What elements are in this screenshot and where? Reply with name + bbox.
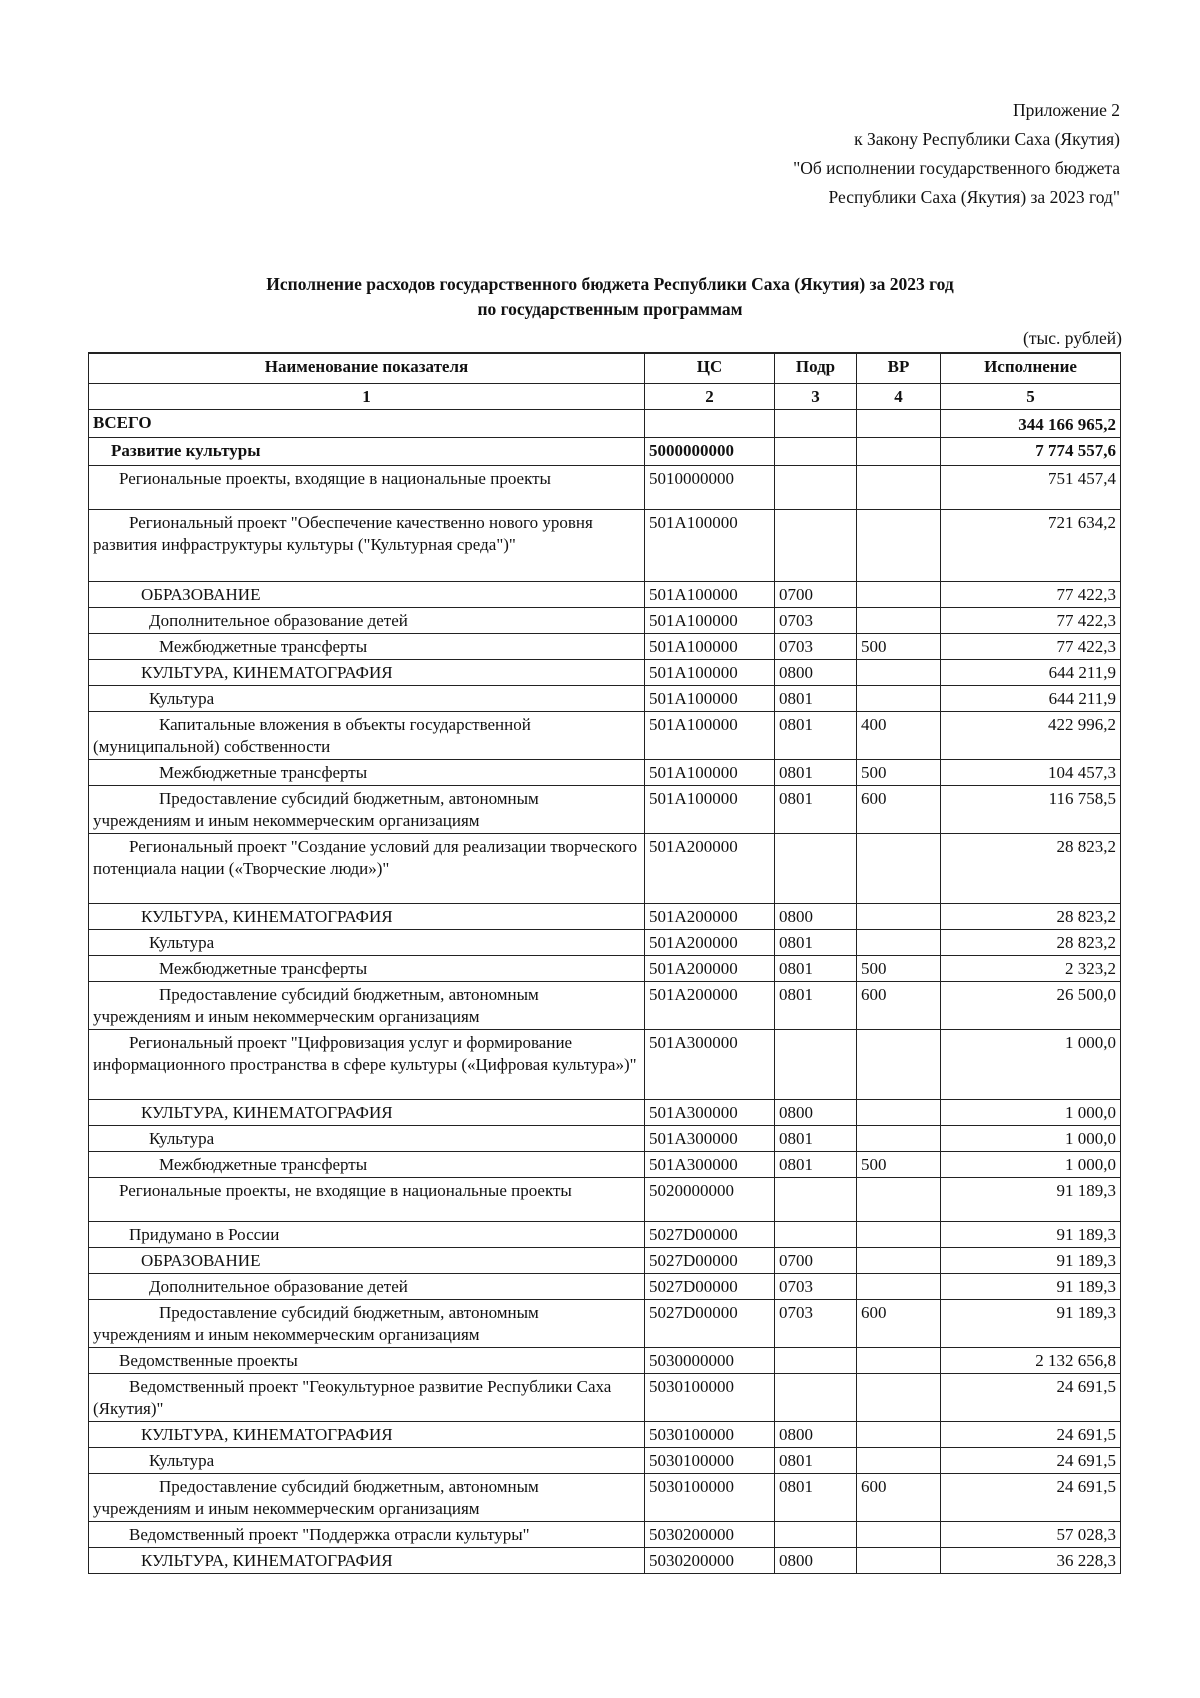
table-row <box>89 686 1121 712</box>
table-row <box>89 1126 1121 1152</box>
row-vr-code: 600 <box>857 982 941 1030</box>
row-podr-code: 0801 <box>775 1152 857 1178</box>
row-name: Предоставление субсидий бюджетным, автономным учреждениям и иным некоммерческим организациям <box>89 786 645 834</box>
row-podr-code: 0801 <box>775 1126 857 1152</box>
row-name: Капитальные вложения в объекты государственной (муниципальной) собственности <box>89 712 645 760</box>
row-cs-code: 501A200000 <box>645 904 775 930</box>
row-cs-code: 5030000000 <box>645 1348 775 1374</box>
row-amount: 644 211,9 <box>941 686 1121 712</box>
header-name: Наименование показателя <box>89 353 645 384</box>
table-row <box>89 712 1121 760</box>
appendix-line-4: Республики Саха (Якутия) за 2023 год" <box>828 187 1120 207</box>
row-amount: 24 691,5 <box>941 1474 1121 1522</box>
row-vr-code: 600 <box>857 1300 941 1348</box>
row-cs-code: 501A100000 <box>645 634 775 660</box>
row-cs-code: 5000000000 <box>645 438 775 466</box>
row-amount: 24 691,5 <box>941 1374 1121 1422</box>
row-amount: 91 189,3 <box>941 1248 1121 1274</box>
row-name: КУЛЬТУРА, КИНЕМАТОГРАФИЯ <box>89 904 645 930</box>
row-name: Межбюджетные трансферты <box>89 634 645 660</box>
row-amount: 91 189,3 <box>941 1222 1121 1248</box>
row-name: КУЛЬТУРА, КИНЕМАТОГРАФИЯ <box>89 1100 645 1126</box>
row-cs-code: 501A100000 <box>645 786 775 834</box>
table-row <box>89 956 1121 982</box>
row-cs-code <box>645 410 775 438</box>
row-cs-code: 501A100000 <box>645 712 775 760</box>
row-amount: 24 691,5 <box>941 1448 1121 1474</box>
appendix-header <box>793 96 1120 212</box>
row-podr-code: 0801 <box>775 1474 857 1522</box>
row-name: Межбюджетные трансферты <box>89 1152 645 1178</box>
row-amount: 28 823,2 <box>941 904 1121 930</box>
row-vr-code <box>857 1548 941 1574</box>
table-body <box>89 410 1121 1574</box>
title-line-1: Исполнение расходов государственного бюджета Республики Саха (Якутия) за 2023 год <box>266 274 954 294</box>
row-amount: 1 000,0 <box>941 1152 1121 1178</box>
row-amount: 644 211,9 <box>941 660 1121 686</box>
row-name: Культура <box>89 686 645 712</box>
row-vr-code: 500 <box>857 760 941 786</box>
budget-table <box>88 352 1121 1574</box>
table-row <box>89 1222 1121 1248</box>
row-podr-code <box>775 1522 857 1548</box>
row-amount: 26 500,0 <box>941 982 1121 1030</box>
table-row <box>89 786 1121 834</box>
row-amount: 721 634,2 <box>941 510 1121 582</box>
row-cs-code: 5030100000 <box>645 1374 775 1422</box>
row-podr-code: 0703 <box>775 1274 857 1300</box>
row-vr-code <box>857 410 941 438</box>
row-podr-code <box>775 1222 857 1248</box>
row-name: Культура <box>89 1448 645 1474</box>
row-cs-code: 5027D00000 <box>645 1274 775 1300</box>
row-podr-code: 0801 <box>775 1448 857 1474</box>
row-podr-code: 0800 <box>775 1548 857 1574</box>
table-row <box>89 510 1121 582</box>
row-podr-code: 0800 <box>775 660 857 686</box>
row-podr-code <box>775 438 857 466</box>
row-amount: 2 323,2 <box>941 956 1121 982</box>
table-row <box>89 1548 1121 1574</box>
row-name: Предоставление субсидий бюджетным, автономным учреждениям и иным некоммерческим организациям <box>89 982 645 1030</box>
column-number-row <box>89 384 1121 410</box>
row-podr-code: 0800 <box>775 1422 857 1448</box>
row-cs-code: 501A100000 <box>645 660 775 686</box>
table-row <box>89 1348 1121 1374</box>
table-row <box>89 1248 1121 1274</box>
row-amount: 28 823,2 <box>941 834 1121 904</box>
col-number-4: 4 <box>857 384 941 410</box>
row-name: Региональный проект "Создание условий для реализации творческого потенциала нации («Творческие люди»)" <box>89 834 645 904</box>
row-vr-code <box>857 1222 941 1248</box>
row-amount: 104 457,3 <box>941 760 1121 786</box>
row-podr-code: 0703 <box>775 608 857 634</box>
col-number-2: 2 <box>645 384 775 410</box>
table-row <box>89 1152 1121 1178</box>
row-podr-code: 0801 <box>775 956 857 982</box>
table-row <box>89 982 1121 1030</box>
row-podr-code: 0801 <box>775 982 857 1030</box>
row-cs-code: 5030200000 <box>645 1548 775 1574</box>
col-number-3: 3 <box>775 384 857 410</box>
row-vr-code <box>857 1274 941 1300</box>
row-cs-code: 5030100000 <box>645 1448 775 1474</box>
header-vr: ВР <box>857 353 941 384</box>
row-vr-code <box>857 438 941 466</box>
table-row <box>89 1300 1121 1348</box>
row-podr-code: 0800 <box>775 904 857 930</box>
row-cs-code: 5027D00000 <box>645 1222 775 1248</box>
row-amount: 91 189,3 <box>941 1178 1121 1222</box>
row-amount: 77 422,3 <box>941 634 1121 660</box>
row-name: Культура <box>89 1126 645 1152</box>
row-cs-code: 501A200000 <box>645 982 775 1030</box>
row-amount: 1 000,0 <box>941 1030 1121 1100</box>
row-name: Региональные проекты, не входящие в национальные проекты <box>89 1178 645 1222</box>
row-amount: 57 028,3 <box>941 1522 1121 1548</box>
table-row <box>89 466 1121 510</box>
row-vr-code <box>857 686 941 712</box>
table-row <box>89 1422 1121 1448</box>
row-podr-code: 0801 <box>775 786 857 834</box>
row-cs-code: 501A200000 <box>645 834 775 904</box>
row-podr-code: 0703 <box>775 634 857 660</box>
row-vr-code <box>857 1248 941 1274</box>
row-podr-code: 0800 <box>775 1100 857 1126</box>
row-podr-code <box>775 510 857 582</box>
units-label: (тыс. рублей) <box>1023 328 1122 348</box>
row-amount: 91 189,3 <box>941 1274 1121 1300</box>
col-number-1: 1 <box>89 384 645 410</box>
row-podr-code: 0703 <box>775 1300 857 1348</box>
row-name: Предоставление субсидий бюджетным, автономным учреждениям и иным некоммерческим организациям <box>89 1300 645 1348</box>
row-podr-code: 0700 <box>775 582 857 608</box>
table-row <box>89 438 1121 466</box>
title-line-2: по государственным программам <box>477 299 743 319</box>
row-podr-code <box>775 1374 857 1422</box>
row-podr-code <box>775 466 857 510</box>
row-cs-code: 501A100000 <box>645 686 775 712</box>
row-cs-code: 501A300000 <box>645 1100 775 1126</box>
row-name: Предоставление субсидий бюджетным, автономным учреждениям и иным некоммерческим организациям <box>89 1474 645 1522</box>
row-podr-code <box>775 1178 857 1222</box>
row-name: Дополнительное образование детей <box>89 1274 645 1300</box>
row-cs-code: 5027D00000 <box>645 1248 775 1274</box>
header-amount: Исполнение <box>941 353 1121 384</box>
row-vr-code: 600 <box>857 786 941 834</box>
row-cs-code: 5030100000 <box>645 1422 775 1448</box>
row-cs-code: 501A200000 <box>645 930 775 956</box>
row-podr-code <box>775 834 857 904</box>
table-row <box>89 904 1121 930</box>
row-amount: 422 996,2 <box>941 712 1121 760</box>
row-name: ОБРАЗОВАНИЕ <box>89 1248 645 1274</box>
table-row <box>89 634 1121 660</box>
row-amount: 91 189,3 <box>941 1300 1121 1348</box>
row-amount: 1 000,0 <box>941 1100 1121 1126</box>
row-cs-code: 501A200000 <box>645 956 775 982</box>
row-cs-code: 501A100000 <box>645 582 775 608</box>
row-vr-code: 500 <box>857 956 941 982</box>
row-vr-code <box>857 930 941 956</box>
row-name: Ведомственный проект "Поддержка отрасли культуры" <box>89 1522 645 1548</box>
row-vr-code <box>857 1374 941 1422</box>
row-cs-code: 5030200000 <box>645 1522 775 1548</box>
row-podr-code: 0801 <box>775 930 857 956</box>
appendix-line-2: к Закону Республики Саха (Якутия) <box>854 129 1120 149</box>
row-vr-code <box>857 1100 941 1126</box>
row-podr-code: 0801 <box>775 712 857 760</box>
row-name: Ведомственный проект "Геокультурное развитие Республики Саха (Якутия)" <box>89 1374 645 1422</box>
row-name: КУЛЬТУРА, КИНЕМАТОГРАФИЯ <box>89 1548 645 1574</box>
table-row <box>89 1448 1121 1474</box>
row-amount: 344 166 965,2 <box>941 410 1121 438</box>
row-amount: 36 228,3 <box>941 1548 1121 1574</box>
table-row <box>89 1178 1121 1222</box>
row-name: Региональный проект "Цифровизация услуг и формирование информационного пространства в сфере культуры («Цифровая культура»)" <box>89 1030 645 1100</box>
row-vr-code <box>857 1126 941 1152</box>
row-amount: 2 132 656,8 <box>941 1348 1121 1374</box>
row-podr-code: 0801 <box>775 760 857 786</box>
row-vr-code <box>857 1448 941 1474</box>
row-amount: 116 758,5 <box>941 786 1121 834</box>
row-name: Придумано в России <box>89 1222 645 1248</box>
row-podr-code <box>775 1348 857 1374</box>
row-vr-code: 400 <box>857 712 941 760</box>
table-row <box>89 660 1121 686</box>
row-cs-code: 5030100000 <box>645 1474 775 1522</box>
row-vr-code: 500 <box>857 634 941 660</box>
row-name: ОБРАЗОВАНИЕ <box>89 582 645 608</box>
row-vr-code <box>857 1348 941 1374</box>
row-name: КУЛЬТУРА, КИНЕМАТОГРАФИЯ <box>89 660 645 686</box>
row-amount: 1 000,0 <box>941 1126 1121 1152</box>
row-cs-code: 5010000000 <box>645 466 775 510</box>
table-row <box>89 834 1121 904</box>
row-name: ВСЕГО <box>89 410 645 438</box>
header-cs: ЦС <box>645 353 775 384</box>
table-row <box>89 1474 1121 1522</box>
appendix-line-1: Приложение 2 <box>1012 100 1120 120</box>
row-cs-code: 501A100000 <box>645 608 775 634</box>
table-row <box>89 1100 1121 1126</box>
document-title <box>120 272 1100 322</box>
row-vr-code <box>857 904 941 930</box>
row-vr-code <box>857 660 941 686</box>
row-vr-code <box>857 1522 941 1548</box>
row-vr-code <box>857 466 941 510</box>
header-podr: Подр <box>775 353 857 384</box>
table-row <box>89 1030 1121 1100</box>
header-row <box>89 353 1121 384</box>
row-amount: 28 823,2 <box>941 930 1121 956</box>
row-vr-code <box>857 582 941 608</box>
appendix-line-3: "Об исполнении государственного бюджета <box>793 158 1120 178</box>
row-name: Культура <box>89 930 645 956</box>
row-name: Развитие культуры <box>89 438 645 466</box>
table-row <box>89 930 1121 956</box>
row-name: Дополнительное образование детей <box>89 608 645 634</box>
row-name: Региональные проекты, входящие в национальные проекты <box>89 466 645 510</box>
row-vr-code <box>857 1178 941 1222</box>
row-name: Региональный проект "Обеспечение качественно нового уровня развития инфраструктуры культуры ("Культурная среда")" <box>89 510 645 582</box>
row-cs-code: 501A300000 <box>645 1126 775 1152</box>
row-cs-code: 501A300000 <box>645 1030 775 1100</box>
row-amount: 24 691,5 <box>941 1422 1121 1448</box>
row-cs-code: 501A100000 <box>645 760 775 786</box>
table-row <box>89 410 1121 438</box>
row-name: КУЛЬТУРА, КИНЕМАТОГРАФИЯ <box>89 1422 645 1448</box>
row-amount: 77 422,3 <box>941 608 1121 634</box>
row-cs-code: 5020000000 <box>645 1178 775 1222</box>
row-cs-code: 5027D00000 <box>645 1300 775 1348</box>
row-podr-code: 0801 <box>775 686 857 712</box>
row-vr-code <box>857 1422 941 1448</box>
row-name: Ведомственные проекты <box>89 1348 645 1374</box>
row-cs-code: 501A300000 <box>645 1152 775 1178</box>
row-vr-code <box>857 510 941 582</box>
row-vr-code: 500 <box>857 1152 941 1178</box>
row-name: Межбюджетные трансферты <box>89 760 645 786</box>
row-podr-code <box>775 1030 857 1100</box>
row-vr-code <box>857 1030 941 1100</box>
row-podr-code: 0700 <box>775 1248 857 1274</box>
col-number-5: 5 <box>941 384 1121 410</box>
row-amount: 751 457,4 <box>941 466 1121 510</box>
table-row <box>89 1522 1121 1548</box>
table-row <box>89 608 1121 634</box>
row-vr-code <box>857 608 941 634</box>
row-cs-code: 501A100000 <box>645 510 775 582</box>
row-podr-code <box>775 410 857 438</box>
row-amount: 77 422,3 <box>941 582 1121 608</box>
row-vr-code <box>857 834 941 904</box>
table-row <box>89 1374 1121 1422</box>
table-row <box>89 1274 1121 1300</box>
table-row <box>89 760 1121 786</box>
row-name: Межбюджетные трансферты <box>89 956 645 982</box>
row-amount: 7 774 557,6 <box>941 438 1121 466</box>
table-row <box>89 582 1121 608</box>
row-vr-code: 600 <box>857 1474 941 1522</box>
